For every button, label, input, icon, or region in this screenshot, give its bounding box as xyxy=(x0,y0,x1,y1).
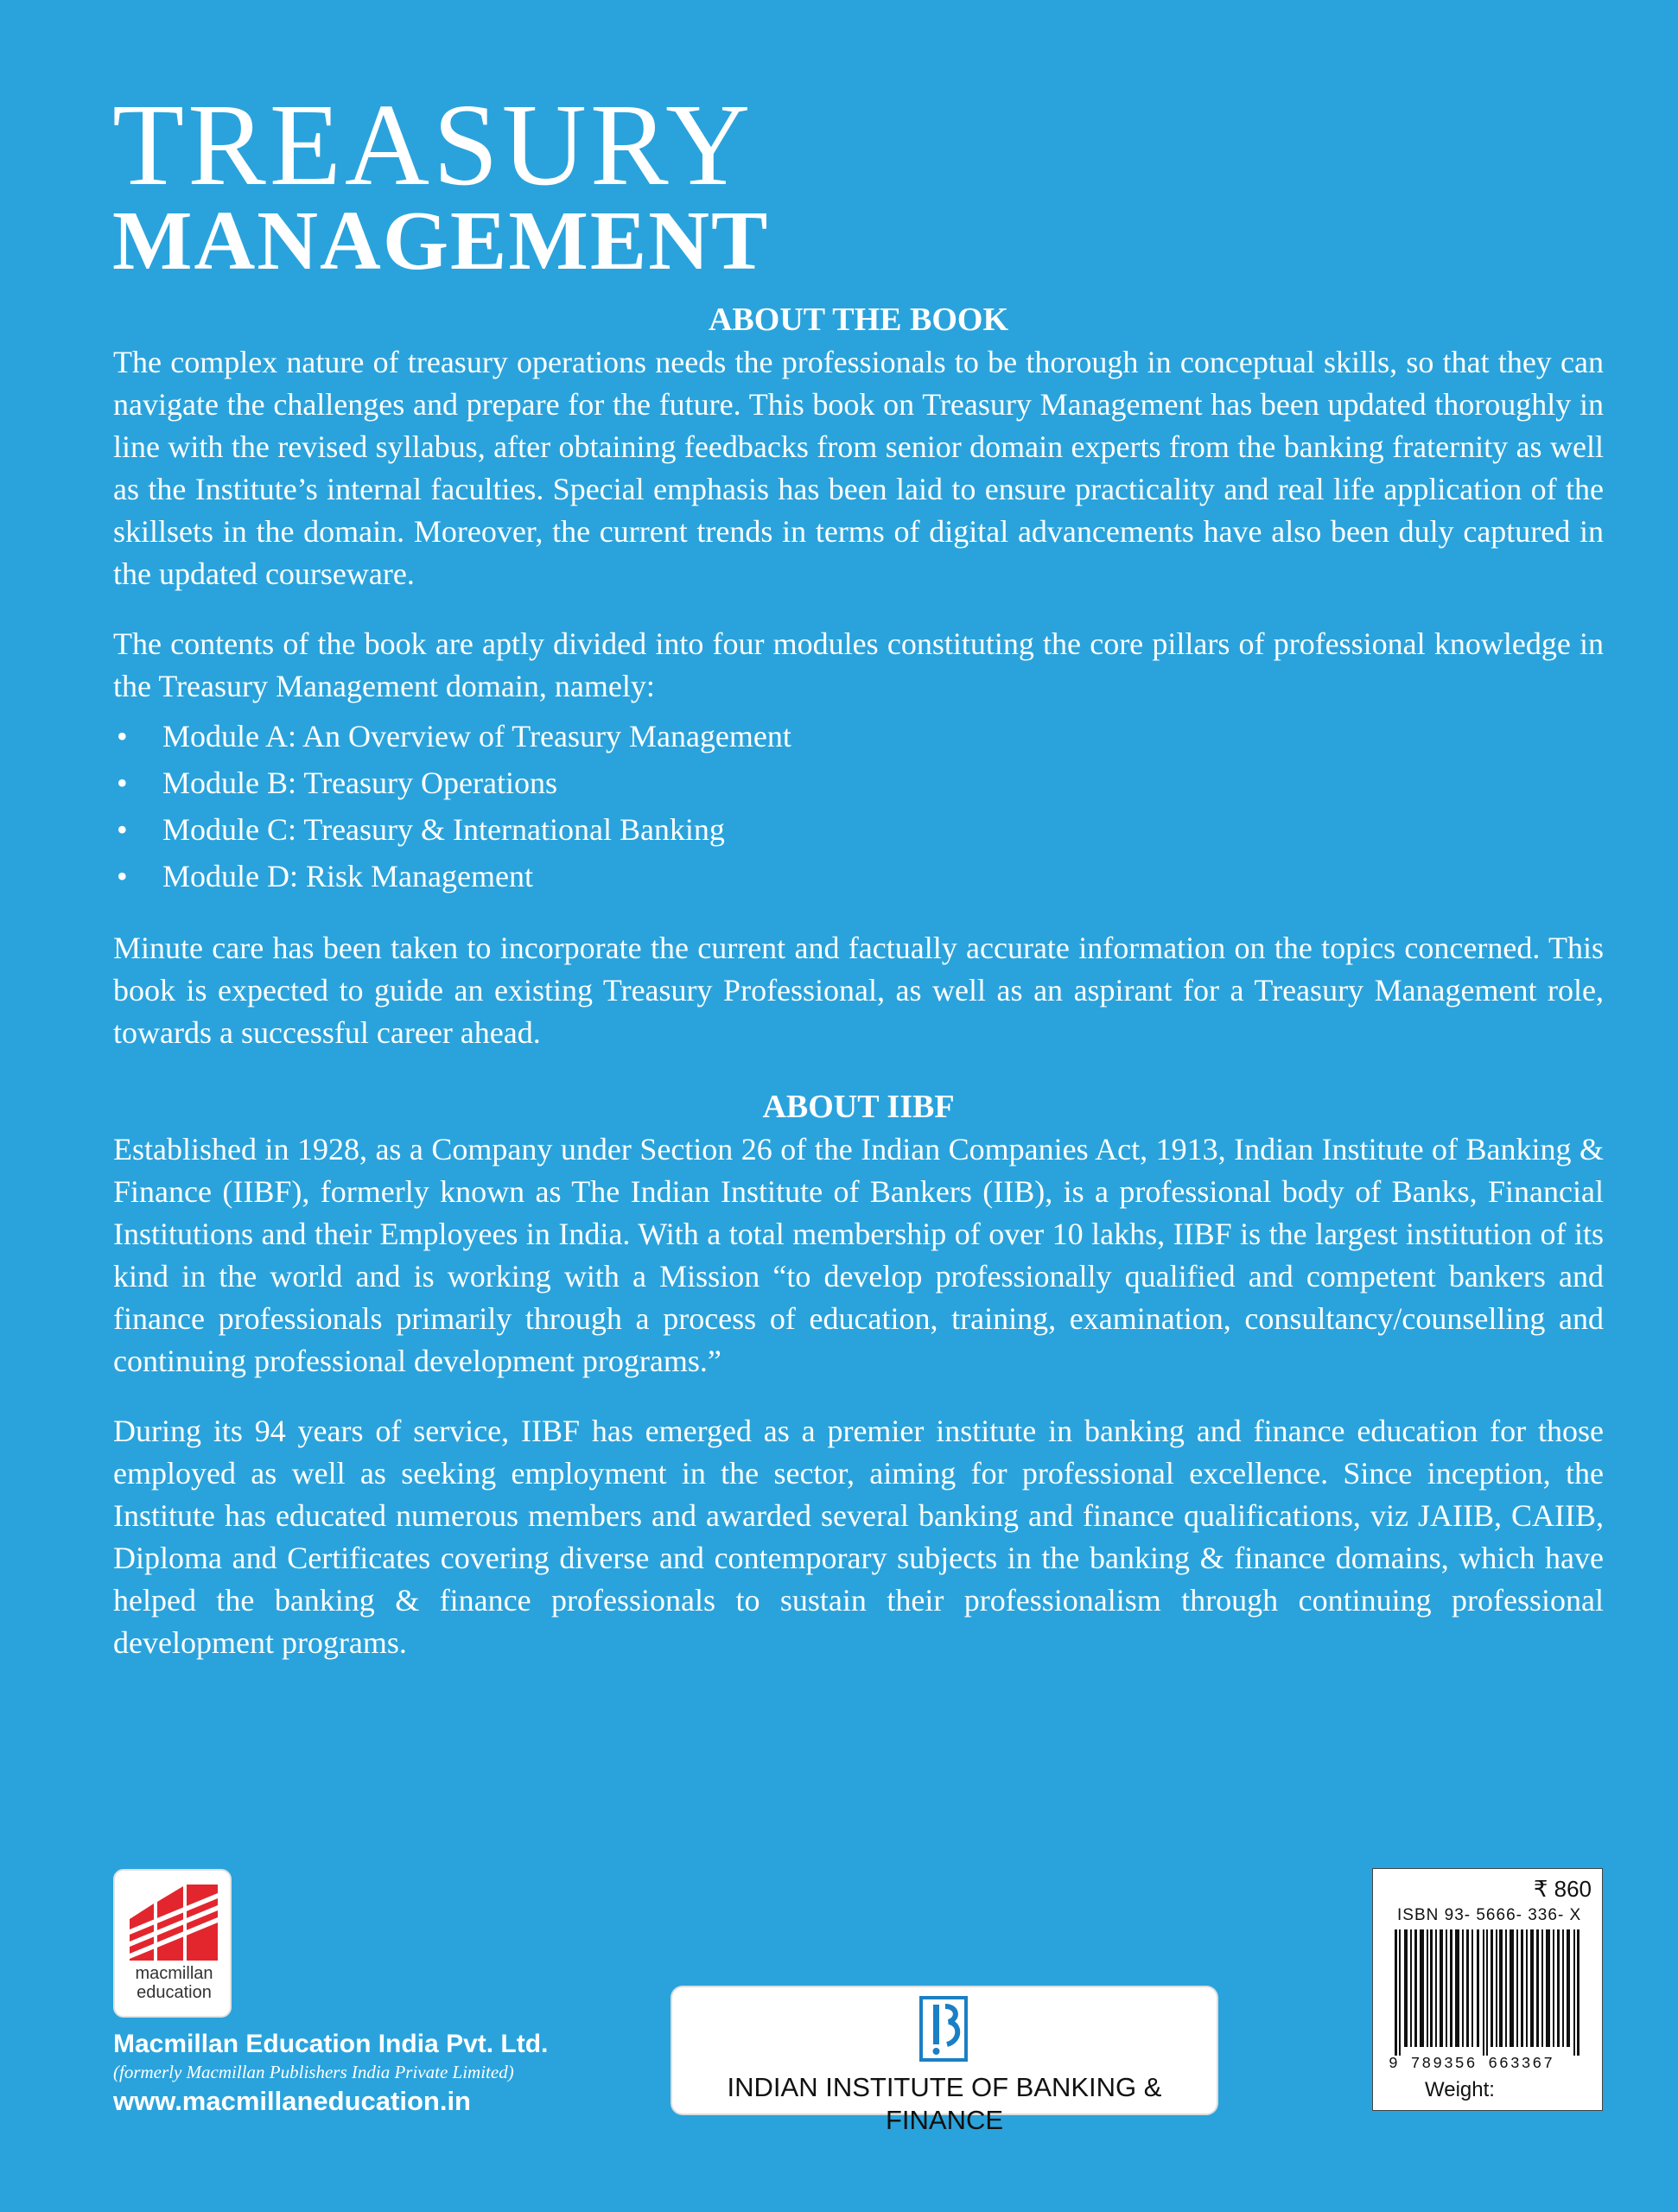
list-item xyxy=(113,853,1604,899)
publisher-former-name: (formerly Macmillan Publishers India Private Limited) xyxy=(113,2062,514,2082)
about-book-paragraph-3: Minute care has been taken to incorporate the current and factually accurate information on the topics concerned. This book is expected to guide an existing Treasury Professional, as well as an aspirant for a Treasury Management role, towards a successful career ahead. xyxy=(113,931,1604,1050)
list-item xyxy=(113,806,1604,853)
macmillan-logo xyxy=(113,1869,232,2018)
content-block xyxy=(113,298,1604,1664)
price-label: ₹ 860 xyxy=(1533,1876,1592,1902)
module-label: Module D: Risk Management xyxy=(162,859,533,893)
about-book-paragraph-1: The complex nature of treasury operations needs the professionals to be thorough in conceptual skills, so that they can navigate the challenges and prepare for the future. This book on Treasury Management has been updated thoroughly in line with the revised syllabus, after obtaining feedbacks from senior domain experts from the banking fraternity as well as the Institute’s internal faculties. Special emphasis has been laid to ensure practicality and real life application of the skillsets in the domain. Moreover, the current trends in terms of digital advancements have also been duly captured in the updated courseware. xyxy=(113,345,1604,591)
iibf-logo-box xyxy=(672,1987,1217,2135)
isbn-barcode-box xyxy=(1372,1868,1603,2111)
publisher-website[interactable]: www.macmillaneducation.in xyxy=(113,2086,471,2116)
module-label: Module C: Treasury & International Banking xyxy=(162,812,725,847)
publisher-name: Macmillan Education India Pvt. Ltd. xyxy=(113,2030,549,2058)
macmillan-logo-line2: education xyxy=(137,1983,212,2002)
about-book-paragraph-2: The contents of the book are aptly divided into four modules constituting the core pillars of professional knowledge in the Treasury Management domain, namely: xyxy=(113,626,1604,703)
weight-label: Weight: xyxy=(1425,2078,1495,2101)
institute-name: INDIAN INSTITUTE OF BANKING & FINANCE xyxy=(727,2072,1162,2135)
bullet-icon: • xyxy=(117,812,128,847)
iibf-emblem-icon xyxy=(919,1996,968,2062)
barcode-digits: 9 789356 663367 xyxy=(1389,2056,1555,2073)
barcode-icon xyxy=(1395,1929,1581,2056)
module-list xyxy=(113,713,1604,899)
isbn-label: ISBN 93- 5666- 336- X xyxy=(1397,1906,1582,1924)
module-label: Module B: Treasury Operations xyxy=(162,766,557,800)
bullet-icon: • xyxy=(117,719,128,753)
about-book-heading: ABOUT THE BOOK xyxy=(708,302,1009,338)
bullet-icon: • xyxy=(117,859,128,893)
about-iibf-paragraph-2: During its 94 years of service, IIBF has emerged as a premier institute in banking and finance education for those employed as well as seeking employment in the sector, aiming for professional excellence. Since inception, the Institute has educated numerous members and awarded several banking and finance qualifications, viz JAIIB, CAIIB, Diploma and Certificates covering diverse and contemporary subjects in the banking & finance domains, which have helped the banking & finance professionals to sustain their professionalism through continuing professional development programs. xyxy=(113,1414,1604,1660)
about-iibf-heading: ABOUT IIBF xyxy=(762,1089,955,1125)
module-label: Module A: An Overview of Treasury Management xyxy=(162,719,791,753)
about-iibf-paragraph-1: Established in 1928, as a Company under Section 26 of the Indian Companies Act, 1913, Indian Institute of Banking & Finance (IIBF), formerly known as The Indian Institute of Bankers (IIB), is a professional body of Banks, Financial Institutions and their Employees in India. With a total membership of over 10 lakhs, IIBF is the largest institution of its kind in the world and is working with a Mission “to develop professionally qualified and competent bankers and finance professionals primarily through a process of education, training, examination, consultancy/counselling and continuing professional development programs.” xyxy=(113,1132,1604,1378)
list-item xyxy=(113,760,1604,806)
macmillan-logo-line1: macmillan xyxy=(135,1964,213,1983)
title-line-1: TREASURY xyxy=(112,80,754,210)
list-item xyxy=(113,713,1604,760)
bullet-icon: • xyxy=(117,766,128,800)
title-line-2: MANAGEMENT xyxy=(112,194,770,288)
macmillan-m-icon xyxy=(128,1885,219,1962)
